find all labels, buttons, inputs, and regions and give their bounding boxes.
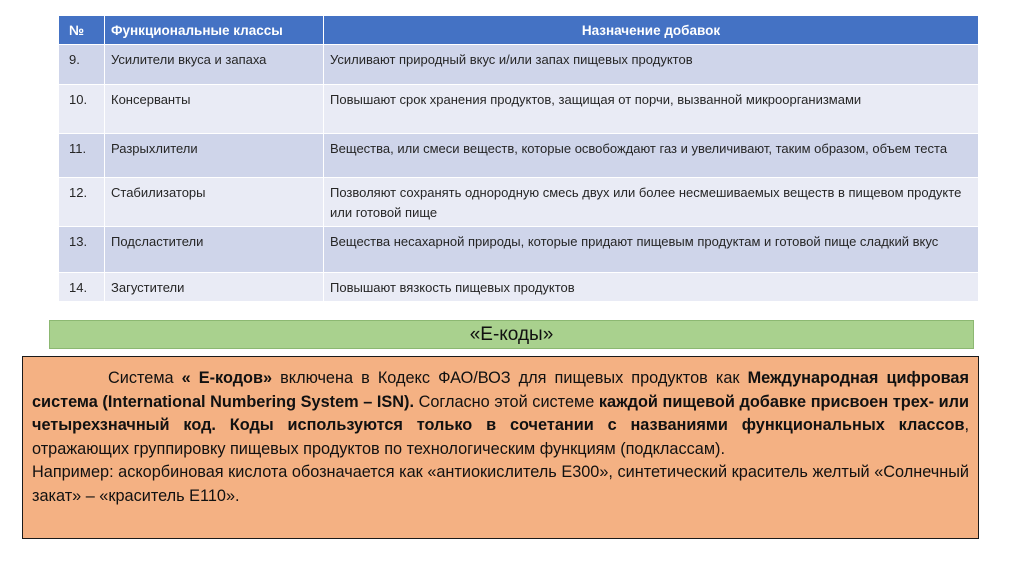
header-purpose: Назначение добавок (324, 16, 979, 45)
row-number: 9. (59, 45, 105, 85)
table-row (59, 273, 979, 302)
bold-run: « Е-кодов» (181, 369, 273, 387)
bold-run: Международная цифровая система (International Numbering System – ISN). (32, 369, 969, 411)
table-row (59, 45, 979, 85)
row-number: 11. (59, 134, 105, 178)
e-codes-title: «Е-коды» (469, 324, 554, 345)
header-number: № (59, 16, 105, 45)
bold-run: каждой пищевой добавке присвоен трех- или четырехзначный код. Коды используются только в сочетании с названиями функциональных классов (32, 392, 969, 434)
row-purpose: Повышают срок хранения продуктов, защищая от порчи, вызванной микроорганизмами (324, 85, 979, 134)
row-purpose: Вещества, или смеси веществ, которые освобождают газ и увеличивают, таким образом, объем теста (324, 134, 979, 178)
additives-table (58, 15, 979, 302)
row-class: Усилители вкуса и запаха (105, 45, 324, 85)
row-purpose: Позволяют сохранять однородную смесь двух или более несмешиваемых веществ в пищевом продукте или готовой пище (324, 178, 979, 227)
row-purpose: Повышают вязкость пищевых продуктов (324, 273, 979, 302)
e-codes-description-box (22, 356, 979, 539)
table-row (59, 227, 979, 273)
e-codes-paragraph-system (32, 367, 969, 461)
table-row (59, 178, 979, 227)
e-codes-paragraph-example: Например: аскорбиновая кислота обозначается как «антиокислитель Е300», синтетический краситель желтый «Солнечный закат» – «краситель Е110». (32, 463, 969, 505)
text-run: включена в Кодекс ФАО/ВОЗ для пищевых продуктов как (272, 369, 748, 387)
header-functional-classes: Функциональные классы (105, 16, 324, 45)
text-run: , отражающих группировку пищевых продуктов по технологическим функциям (подклассам). (32, 416, 969, 458)
table-row (59, 134, 979, 178)
row-number: 14. (59, 273, 105, 302)
row-number: 12. (59, 178, 105, 227)
row-purpose: Вещества несахарной природы, которые придают пищевым продуктам и готовой пище сладкий вкус (324, 227, 979, 273)
row-class: Стабилизаторы (105, 178, 324, 227)
table-header-row (59, 16, 979, 45)
row-class: Разрыхлители (105, 134, 324, 178)
e-codes-banner (49, 320, 974, 349)
text-run: Система (108, 369, 182, 387)
row-purpose: Усиливают природный вкус и/или запах пищевых продуктов (324, 45, 979, 85)
table-row (59, 85, 979, 134)
text-run: Согласно этой системе (413, 392, 599, 411)
row-class: Загустители (105, 273, 324, 302)
row-class: Подсластители (105, 227, 324, 273)
row-number: 13. (59, 227, 105, 273)
row-number: 10. (59, 85, 105, 134)
row-class: Консерванты (105, 85, 324, 134)
